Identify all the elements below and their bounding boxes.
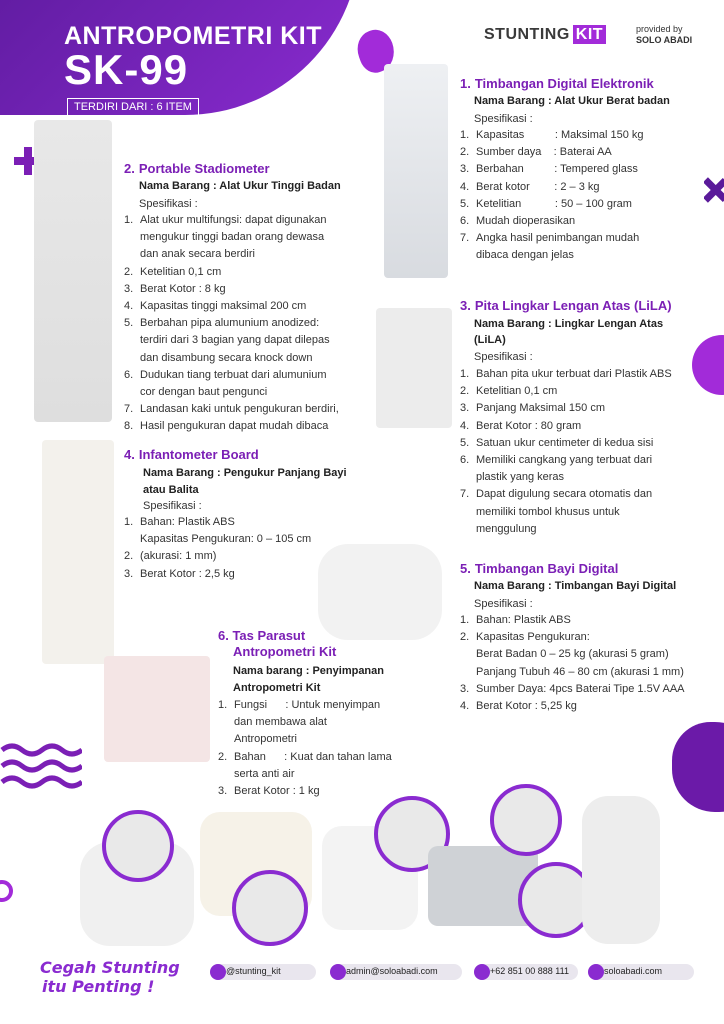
spec-item-text: Hasil pengukuran dapat mudah dibaca xyxy=(140,420,329,433)
section-4-spec-label: Spesifikasi : xyxy=(143,500,202,512)
spec-item xyxy=(462,383,722,400)
section-3-list xyxy=(462,366,722,538)
spec-item-number: 3. xyxy=(124,567,134,580)
provider-label xyxy=(636,24,692,46)
spec-item xyxy=(126,315,376,332)
spec-item xyxy=(462,486,722,503)
spec-item-text: dan anak secara berdiri xyxy=(140,248,255,261)
spec-item xyxy=(220,766,420,783)
spec-item-text: Berbahan : Tempered glass xyxy=(476,163,638,176)
gallery-circle-baby-scale xyxy=(102,810,174,882)
spec-item-number: 3. xyxy=(460,163,470,176)
spec-item-text: Angka hasil penimbangan mudah xyxy=(476,232,640,245)
spec-item-text: Bahan : Kuat dan tahan lama xyxy=(234,750,392,763)
spec-item-text: Berat Kotor : 1 kg xyxy=(234,785,320,798)
section-1-list xyxy=(462,127,722,265)
spec-item xyxy=(462,366,722,383)
spec-item-number: 5. xyxy=(460,436,470,449)
spec-item xyxy=(126,566,356,583)
spec-item-number: 2. xyxy=(218,750,228,763)
spec-item-number: 3. xyxy=(124,282,134,295)
whatsapp-icon xyxy=(474,964,490,980)
spec-item xyxy=(126,264,376,281)
spec-item-text: mengukur tinggi badan orang dewasa xyxy=(140,231,325,244)
section-1-spec-label: Spesifikasi : xyxy=(474,113,533,125)
spec-item-text: (akurasi: 1 mm) xyxy=(140,550,217,563)
spec-item-text: Kapasitas Pengukuran: xyxy=(476,631,590,644)
section-3-title: 3. Pita Lingkar Lengan Atas (LiLA) xyxy=(460,298,672,313)
section-2-name: Nama Barang : Alat Ukur Tinggi Badan xyxy=(139,180,341,192)
spec-item xyxy=(462,698,724,715)
section-4-title: 4. Infantometer Board xyxy=(124,447,259,462)
spec-item-number: 7. xyxy=(460,488,470,501)
whatsapp-link[interactable]: +62 851 00 888 111 xyxy=(474,964,578,980)
gallery-circle-scale xyxy=(490,784,562,856)
spec-item-text: Berat Kotor : 5,25 kg xyxy=(476,700,577,713)
section-6-title: 6. Tas Parasut Antropometri Kit xyxy=(218,628,337,659)
spec-item-text: Berat Kotor : 2,5 kg xyxy=(140,567,235,580)
tagline: Cegah Stunting itu Penting ! xyxy=(40,958,180,996)
spec-item-text: memiliki tombol khusus untuk xyxy=(476,505,620,518)
spec-item xyxy=(126,531,356,548)
spec-item xyxy=(462,452,722,469)
spec-item-text: Memiliki cangkang yang terbuat dari xyxy=(476,454,653,467)
section-1-name: Nama Barang : Alat Ukur Berat badan xyxy=(474,95,670,107)
spec-item-text: dan membawa alat xyxy=(234,716,327,729)
spec-item xyxy=(462,504,722,521)
website-link[interactable]: soloabadi.com xyxy=(588,964,694,980)
lila-photo xyxy=(376,308,452,428)
spec-item-text: cor dengan baut pengunci xyxy=(140,386,268,399)
spec-item-text: Mudah dioperasikan xyxy=(476,215,576,228)
spec-item xyxy=(462,664,724,681)
instagram-link[interactable]: @stunting_kit xyxy=(210,964,316,980)
infantometer-photo xyxy=(42,440,114,664)
spec-item xyxy=(126,367,376,384)
spec-item xyxy=(462,418,722,435)
spec-item xyxy=(126,246,376,263)
spec-item xyxy=(462,161,722,178)
spec-item-text: Dapat digulung secara otomatis dan xyxy=(476,488,653,501)
spec-item xyxy=(462,612,724,629)
page-title: ANTROPOMETRI KIT xyxy=(64,22,322,50)
spec-item-text: Kapasitas : Maksimal 150 kg xyxy=(476,129,644,141)
section-3-name-cont: (LiLA) xyxy=(474,334,506,346)
spec-item-text: menggulung xyxy=(476,522,537,535)
spec-item xyxy=(126,281,376,298)
spec-item xyxy=(462,400,722,417)
spec-item-number: 2. xyxy=(460,631,470,644)
spec-item xyxy=(462,646,724,663)
spec-item xyxy=(462,629,724,646)
spec-item-text: Ketelitian 0,1 cm xyxy=(140,265,222,278)
instagram-icon xyxy=(210,964,226,980)
brand-kit: KIT xyxy=(573,25,606,44)
section-6-name-cont: Antropometri Kit xyxy=(233,682,321,694)
section-5-name: Nama Barang : Timbangan Bayi Digital xyxy=(474,580,677,592)
spec-item-text: terdiri dari 3 bagian yang dapat dilepas xyxy=(140,334,330,347)
brand-name: STUNTING xyxy=(484,26,570,43)
spec-item-number: 1. xyxy=(124,516,134,528)
spec-item-number: 1. xyxy=(460,614,470,626)
spec-item-number: 5. xyxy=(124,317,134,330)
spec-item-number: 2. xyxy=(124,265,134,278)
spec-item xyxy=(462,179,722,196)
spec-item-text: Berbahan pipa alumunium anodized: xyxy=(140,317,320,330)
spec-item xyxy=(462,127,722,144)
spec-item xyxy=(462,230,722,247)
spec-item xyxy=(220,714,420,731)
wave-icon xyxy=(0,742,82,792)
spec-item xyxy=(462,213,722,230)
purple-blob-bottom-right xyxy=(672,722,724,812)
section-3-spec-label: Spesifikasi : xyxy=(474,351,533,363)
item-count-badge: TERDIRI DARI : 6 ITEM xyxy=(67,98,199,116)
spec-item-number: 6. xyxy=(124,368,134,381)
spec-item-number: 4. xyxy=(460,700,470,713)
spec-item-text: plastik yang keras xyxy=(476,471,565,484)
provider-name: SOLO ABADI xyxy=(636,35,693,45)
spec-item-text: dan disambung secara knock down xyxy=(140,351,313,364)
spec-item-text: Dudukan tiang terbuat dari alumunium xyxy=(140,368,327,381)
spec-item-number: 6. xyxy=(460,215,470,228)
spec-item-text: Sumber daya : Baterai AA xyxy=(476,146,612,159)
spec-item-number: 2. xyxy=(124,550,134,563)
spec-item xyxy=(220,697,420,714)
spec-item-number: 1. xyxy=(460,129,470,141)
spec-item xyxy=(220,749,420,766)
spec-item xyxy=(126,229,376,246)
spec-item xyxy=(126,298,376,315)
spec-item xyxy=(126,332,376,349)
email-icon xyxy=(330,964,346,980)
section-6-list xyxy=(220,697,420,800)
spec-item-number: 1. xyxy=(218,699,228,711)
spec-item-text: Bahan: Plastik ABS xyxy=(140,516,235,528)
spec-item-text: Sumber Daya: 4pcs Baterai Tipe 1.5V AAA xyxy=(476,682,685,695)
spec-item-text: Kapasitas tinggi maksimal 200 cm xyxy=(140,300,307,313)
spec-item-number: 1. xyxy=(460,368,470,380)
brand-logo xyxy=(484,26,606,44)
spec-item xyxy=(126,418,376,435)
gallery-stadiometer xyxy=(582,796,660,944)
spec-item xyxy=(462,247,722,264)
section-3-name: Nama Barang : Lingkar Lengan Atas xyxy=(474,318,664,330)
section-5-list xyxy=(462,612,724,715)
spec-item-text: Antropometri xyxy=(234,733,297,746)
spec-item xyxy=(462,196,722,213)
spec-item-text: Panjang Tubuh 46 – 80 cm (akurasi 1 mm) xyxy=(476,665,684,678)
spec-item-text: Ketelitian 0,1 cm xyxy=(476,385,558,398)
spec-item xyxy=(220,783,420,800)
spec-item-number: 1. xyxy=(124,214,134,226)
section-2-spec-label: Spesifikasi : xyxy=(139,198,198,210)
spec-item-number: 4. xyxy=(460,419,470,432)
section-1-title: 1. Timbangan Digital Elektronik xyxy=(460,76,654,91)
gallery-circle-infantometer xyxy=(232,870,308,946)
spec-item-text: Berat Kotor : 8 kg xyxy=(140,282,226,295)
spec-item-number: 4. xyxy=(124,300,134,313)
spec-item-number: 8. xyxy=(124,420,134,433)
spec-item-number: 7. xyxy=(460,232,470,245)
spec-item xyxy=(462,469,722,486)
spec-item-text: Bahan: Plastik ABS xyxy=(476,614,571,626)
spec-item xyxy=(462,144,722,161)
spec-item xyxy=(126,514,356,531)
section-2-title: 2. Portable Stadiometer xyxy=(124,161,270,176)
spec-item-number: 6. xyxy=(460,454,470,467)
digital-scale-photo xyxy=(384,64,448,278)
email-link[interactable]: admin@soloabadi.com xyxy=(330,964,462,980)
spec-item xyxy=(126,350,376,367)
spec-item-text: Satuan ukur centimeter di kedua sisi xyxy=(476,436,654,449)
section-4-list xyxy=(126,514,356,583)
spec-item-number: 4. xyxy=(460,180,470,193)
section-4-name: Nama Barang : Pengukur Panjang Bayi xyxy=(143,467,347,479)
section-4-name-cont: atau Balita xyxy=(143,484,199,496)
section-5-title: 5. Timbangan Bayi Digital xyxy=(460,561,619,576)
section-5-spec-label: Spesifikasi : xyxy=(474,598,533,610)
spec-item-text: Ketelitian : 50 – 100 gram xyxy=(476,197,632,210)
spec-item-text: Bahan pita ukur terbuat dari Plastik ABS xyxy=(476,368,672,380)
spec-item-text: Fungsi : Untuk menyimpan xyxy=(234,699,381,711)
spec-item-text: Alat ukur multifungsi: dapat digunakan xyxy=(140,214,327,226)
spec-item-number: 2. xyxy=(460,146,470,159)
spec-item-number: 7. xyxy=(124,403,134,416)
spec-item-number: 3. xyxy=(218,785,228,798)
spec-item-text: dibaca dengan jelas xyxy=(476,249,574,262)
section-2-list xyxy=(126,212,376,436)
spec-item xyxy=(462,521,722,538)
spec-item-text: Berat kotor : 2 – 3 kg xyxy=(476,180,600,193)
spec-item xyxy=(126,548,356,565)
spec-item-text: Kapasitas Pengukuran: 0 – 105 cm xyxy=(140,533,312,546)
bag-photo xyxy=(104,656,210,762)
provided-by: provided by xyxy=(636,24,683,34)
product-code: SK-99 xyxy=(64,46,189,93)
spec-item xyxy=(462,435,722,452)
spec-item xyxy=(462,681,724,698)
spec-item-text: Berat Badan 0 – 25 kg (akurasi 5 gram) xyxy=(476,648,669,661)
section-6-name: Nama barang : Penyimpanan xyxy=(233,665,384,677)
spec-item-text: Landasan kaki untuk pengukuran berdiri, xyxy=(140,403,339,416)
spec-item xyxy=(126,384,376,401)
spec-item-text: Panjang Maksimal 150 cm xyxy=(476,402,606,415)
spec-item-number: 3. xyxy=(460,682,470,695)
spec-item xyxy=(126,212,376,229)
home-icon xyxy=(588,964,604,980)
spec-item-text: serta anti air xyxy=(234,767,295,780)
spec-item xyxy=(126,401,376,418)
spec-item-text: Berat Kotor : 80 gram xyxy=(476,419,582,432)
spec-item xyxy=(220,731,420,748)
stadiometer-photo xyxy=(34,120,112,422)
spec-item-number: 3. xyxy=(460,402,470,415)
ring-icon xyxy=(0,878,16,904)
spec-item-number: 2. xyxy=(460,385,470,398)
spec-item-number: 5. xyxy=(460,197,470,210)
